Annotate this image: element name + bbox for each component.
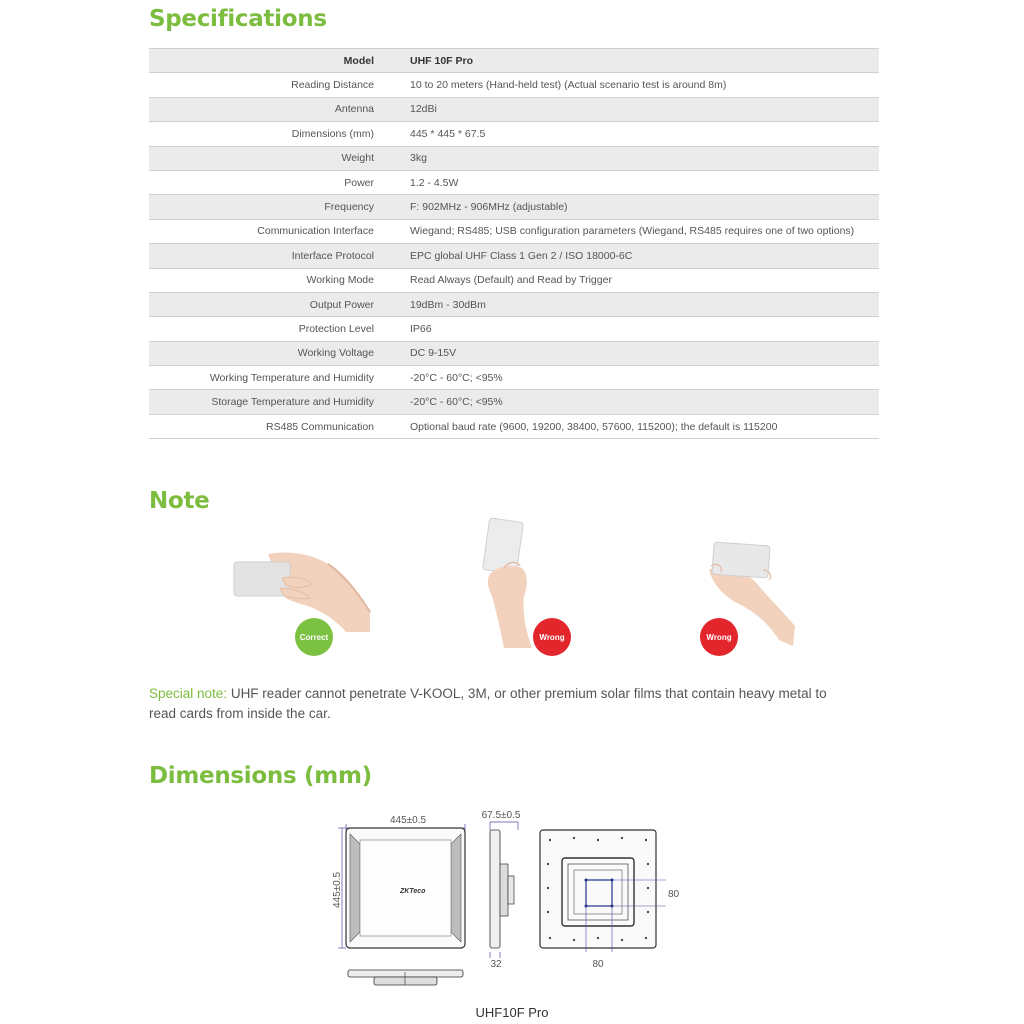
spec-value: EPC global UHF Class 1 Gen 2 / ISO 18000-6C	[410, 244, 879, 268]
spec-value: 12dBi	[410, 97, 879, 121]
wrong-badge	[700, 618, 738, 656]
spec-value: Read Always (Default) and Read by Trigger	[410, 268, 879, 292]
spec-key: Frequency	[149, 195, 410, 219]
spec-key: Working Voltage	[149, 341, 410, 365]
correct-badge	[295, 618, 333, 656]
note-heading: Note	[149, 488, 210, 514]
table-row	[149, 170, 879, 194]
spec-key: Working Mode	[149, 268, 410, 292]
mount-bottom-label: 80	[592, 959, 604, 970]
table-row	[149, 244, 879, 268]
spec-key: Output Power	[149, 292, 410, 316]
front-view	[332, 815, 465, 948]
spec-value: 1.2 - 4.5W	[410, 170, 879, 194]
spec-value: F: 902MHz - 906MHz (adjustable)	[410, 195, 879, 219]
spec-value: 10 to 20 meters (Hand-held test) (Actual scenario test is around 8m)	[410, 73, 879, 97]
spec-value: IP66	[410, 317, 879, 341]
rear-view	[540, 830, 680, 970]
mount-right-label: 80	[668, 889, 680, 900]
width-dimension-label: 445±0.5	[389, 815, 427, 826]
specifications-table	[149, 48, 879, 439]
table-row	[149, 414, 879, 438]
spec-value: Wiegand; RS485; USB configuration parameters (Wiegand, RS485 requires one of two options)	[410, 219, 879, 243]
side-bottom-label: 32	[490, 959, 502, 970]
table-row	[149, 317, 879, 341]
badge-label: Wrong	[706, 632, 732, 642]
table-row	[149, 341, 879, 365]
spec-value: 445 * 445 * 67.5	[410, 122, 879, 146]
spec-key: Weight	[149, 146, 410, 170]
spec-key: Storage Temperature and Humidity	[149, 390, 410, 414]
badge-label: Correct	[299, 632, 329, 642]
spec-value: Optional baud rate (9600, 19200, 38400, 57600, 115200); the default is 115200	[410, 414, 879, 438]
spec-key: Reading Distance	[149, 73, 410, 97]
specifications-heading: Specifications	[149, 6, 327, 32]
special-note	[149, 684, 829, 724]
logo-text: ZKTeco	[400, 888, 426, 895]
spec-value: -20°C - 60°C; <95%	[410, 390, 879, 414]
spec-value: DC 9-15V	[410, 341, 879, 365]
height-dimension-label: 445±0.5	[332, 871, 343, 909]
special-note-label: Special note:	[149, 686, 228, 701]
table-row	[149, 366, 879, 390]
table-row	[149, 292, 879, 316]
table-row	[149, 73, 879, 97]
spec-value: UHF 10F Pro	[410, 49, 879, 73]
table-row	[149, 390, 879, 414]
spec-key: Working Temperature and Humidity	[149, 366, 410, 390]
badge-label: Wrong	[539, 632, 565, 642]
dimensions-heading: Dimensions (mm)	[149, 763, 372, 789]
spec-key: Communication Interface	[149, 219, 410, 243]
spec-key: Protection Level	[149, 317, 410, 341]
table-row	[149, 195, 879, 219]
dimensions-caption: UHF10F Pro	[475, 1005, 549, 1020]
table-row	[149, 219, 879, 243]
special-note-text: UHF reader cannot penetrate V-KOOL, 3M, or other premium solar films that contain heavy metal to read cards from inside the car.	[149, 686, 827, 721]
table-row	[149, 146, 879, 170]
spec-value: -20°C - 60°C; <95%	[410, 366, 879, 390]
spec-key: Dimensions (mm)	[149, 122, 410, 146]
side-view	[482, 810, 521, 970]
spec-value: 3kg	[410, 146, 879, 170]
table-row	[149, 268, 879, 292]
bottom-view	[348, 970, 463, 985]
depth-dimension-label: 67.5±0.5	[481, 810, 521, 821]
spec-key: RS485 Communication	[149, 414, 410, 438]
table-header-row	[149, 49, 879, 73]
spec-key: Power	[149, 170, 410, 194]
dimension-drawing	[330, 800, 700, 1000]
spec-key: Antenna	[149, 97, 410, 121]
spec-value: 19dBm - 30dBm	[410, 292, 879, 316]
wrong-badge	[533, 618, 571, 656]
spec-key: Model	[149, 49, 410, 73]
table-row	[149, 97, 879, 121]
table-row	[149, 122, 879, 146]
spec-key: Interface Protocol	[149, 244, 410, 268]
